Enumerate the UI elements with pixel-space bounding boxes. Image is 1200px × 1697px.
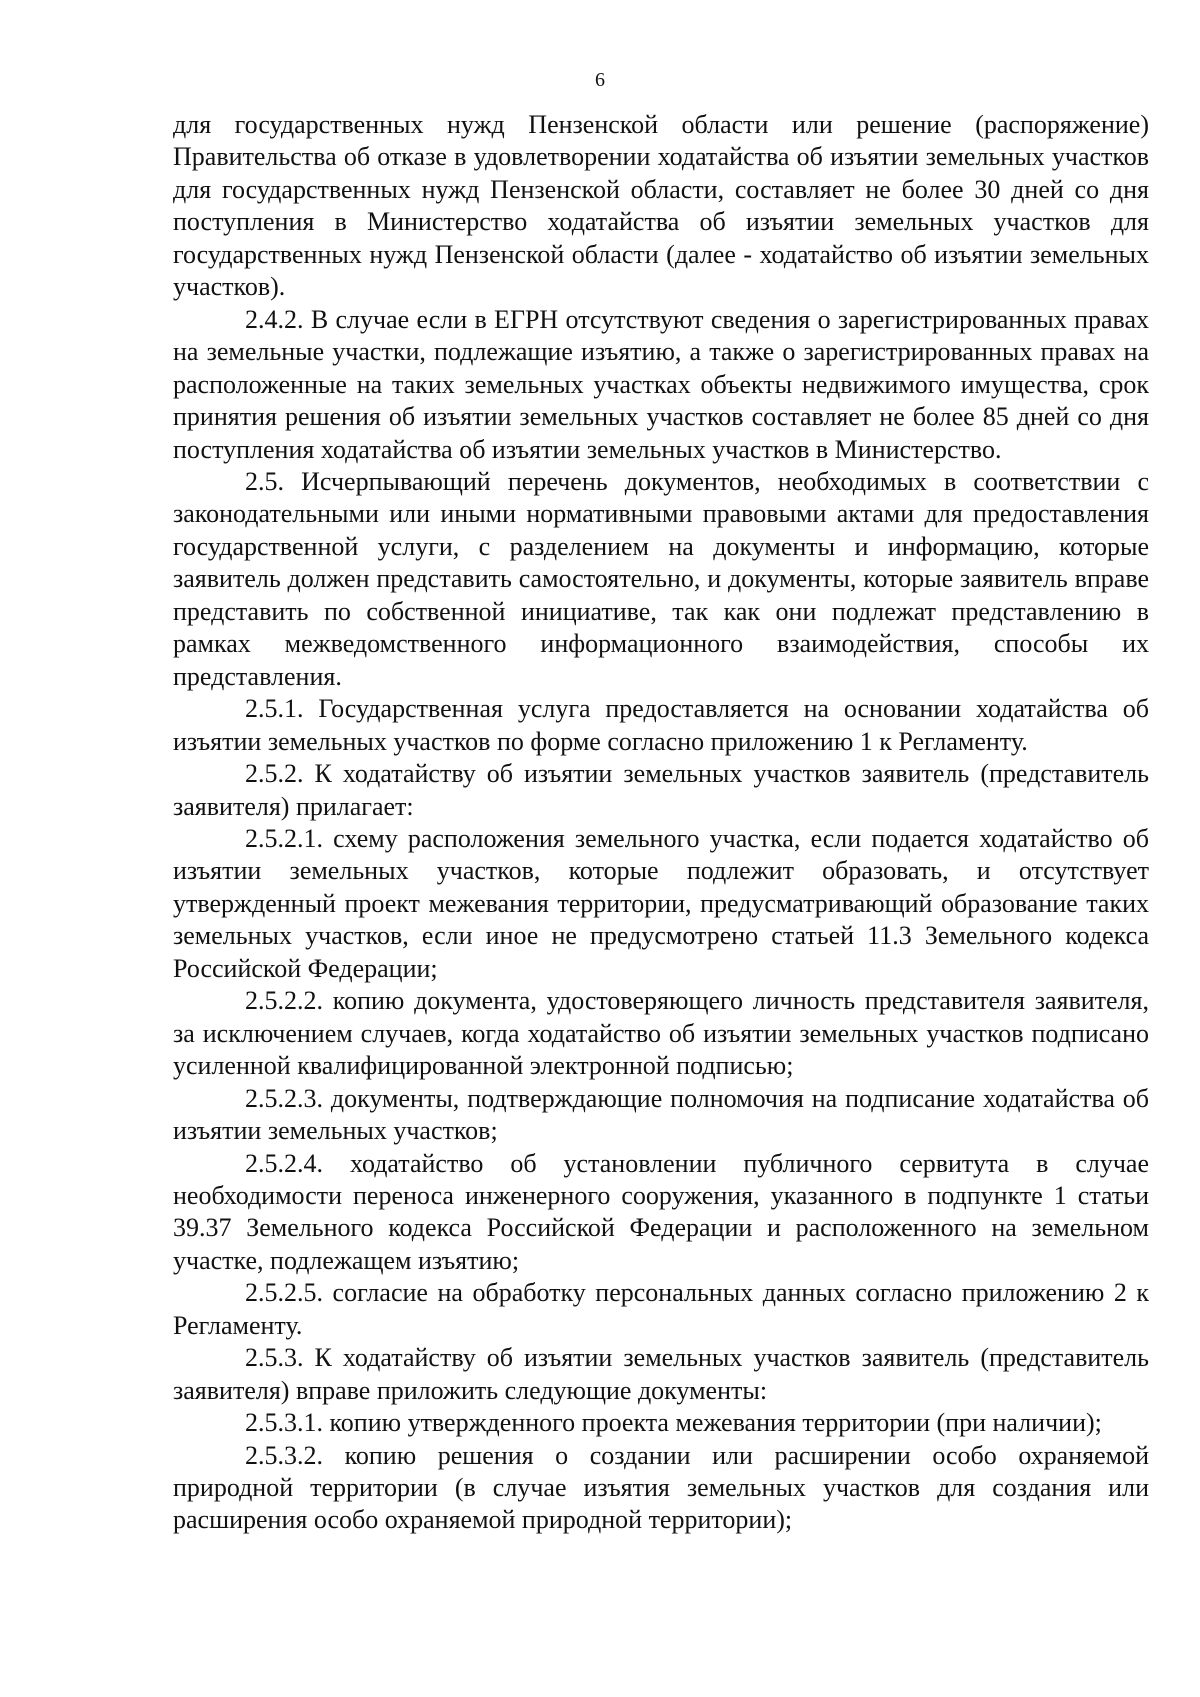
paragraph: 2.5.3.1. копию утвержденного проекта межевания территории (при наличии); <box>245 1408 1102 1438</box>
paragraph: 2.5.2.1. схему расположения земельного участка, если подается ходатайство об изъятии земельных участков, которые подлежит образовать, и отсутствует утвержденный проект межевания территории, предусматривающий образование таких земельных участков, если иное не предусмотрено статьей 11.3 Земельного кодекса Российской Федерации; <box>173 823 1149 983</box>
page-number: 6 <box>595 69 605 91</box>
paragraph: для государственных нужд Пензенской области или решение (распоряжение) Правительства об отказе в удовлетворении ходатайства об изъятии земельных участков для государственных нужд Пензенской области, составляет не более 30 дней со дня поступления в Министерство ходатайства об изъятии земельных участков для государственных нужд Пензенской области (далее - ходатайство об изъятии земельных участков). <box>173 110 1149 302</box>
paragraph: 2.5.2. К ходатайству об изъятии земельных участков заявитель (представитель заявителя) прилагает: <box>173 759 1149 821</box>
paragraph: 2.5.1. Государственная услуга предоставляется на основании ходатайства об изъятии земельных участков по форме согласно приложению 1 к Регламенту. <box>173 694 1149 756</box>
paragraph: 2.5.2.4. ходатайство об установлении публичного сервитута в случае необходимости переноса инженерного сооружения, указанного в подпункте 1 статьи 39.37 Земельного кодекса Российской Федерации и расположенного на земельном участке, подлежащем изъятию; <box>173 1148 1149 1275</box>
paragraph: 2.5.3. К ходатайству об изъятии земельных участков заявитель (представитель заявителя) вправе приложить следующие документы: <box>173 1343 1149 1405</box>
document-body <box>173 109 1149 1537</box>
paragraph: 2.4.2. В случае если в ЕГРН отсутствуют сведения о зарегистрированных правах на земельные участки, подлежащие изъятию, а также о зарегистрированных правах на расположенные на таких земельных участках объекты недвижимого имущества, срок принятия решения об изъятии земельных участков составляет не более 85 дней со дня поступления ходатайства об изъятии земельных участков в Министерство. <box>173 304 1149 464</box>
paragraph: 2.5.2.3. документы, подтверждающие полномочия на подписание ходатайства об изъятии земельных участков; <box>173 1083 1149 1146</box>
paragraph: 2.5.3.2. копию решения о создании или расширении особо охраняемой природной территории (в случае изъятия земельных участков для создания или расширения особо охраняемой природной территории); <box>173 1440 1149 1535</box>
paragraph: 2.5.2.2. копию документа, удостоверяющего личность представителя заявителя, за исключением случаев, когда ходатайство об изъятии земельных участков подписано усиленной квалифицированной электронной подписью; <box>173 986 1149 1081</box>
paragraph: 2.5.2.5. согласие на обработку персональных данных согласно приложению 2 к Регламенту. <box>173 1278 1149 1340</box>
paragraph: 2.5. Исчерпывающий перечень документов, необходимых в соответствии с законодательными или иными нормативными правовыми актами для предоставления государственной услуги, с разделением на документы и информацию, которые заявитель должен представить самостоятельно, и документы, которые заявитель вправе представить по собственной инициативе, так как они подлежат представлению в рамках межведомственного информационного взаимодействия, способы их представления. <box>173 466 1149 691</box>
